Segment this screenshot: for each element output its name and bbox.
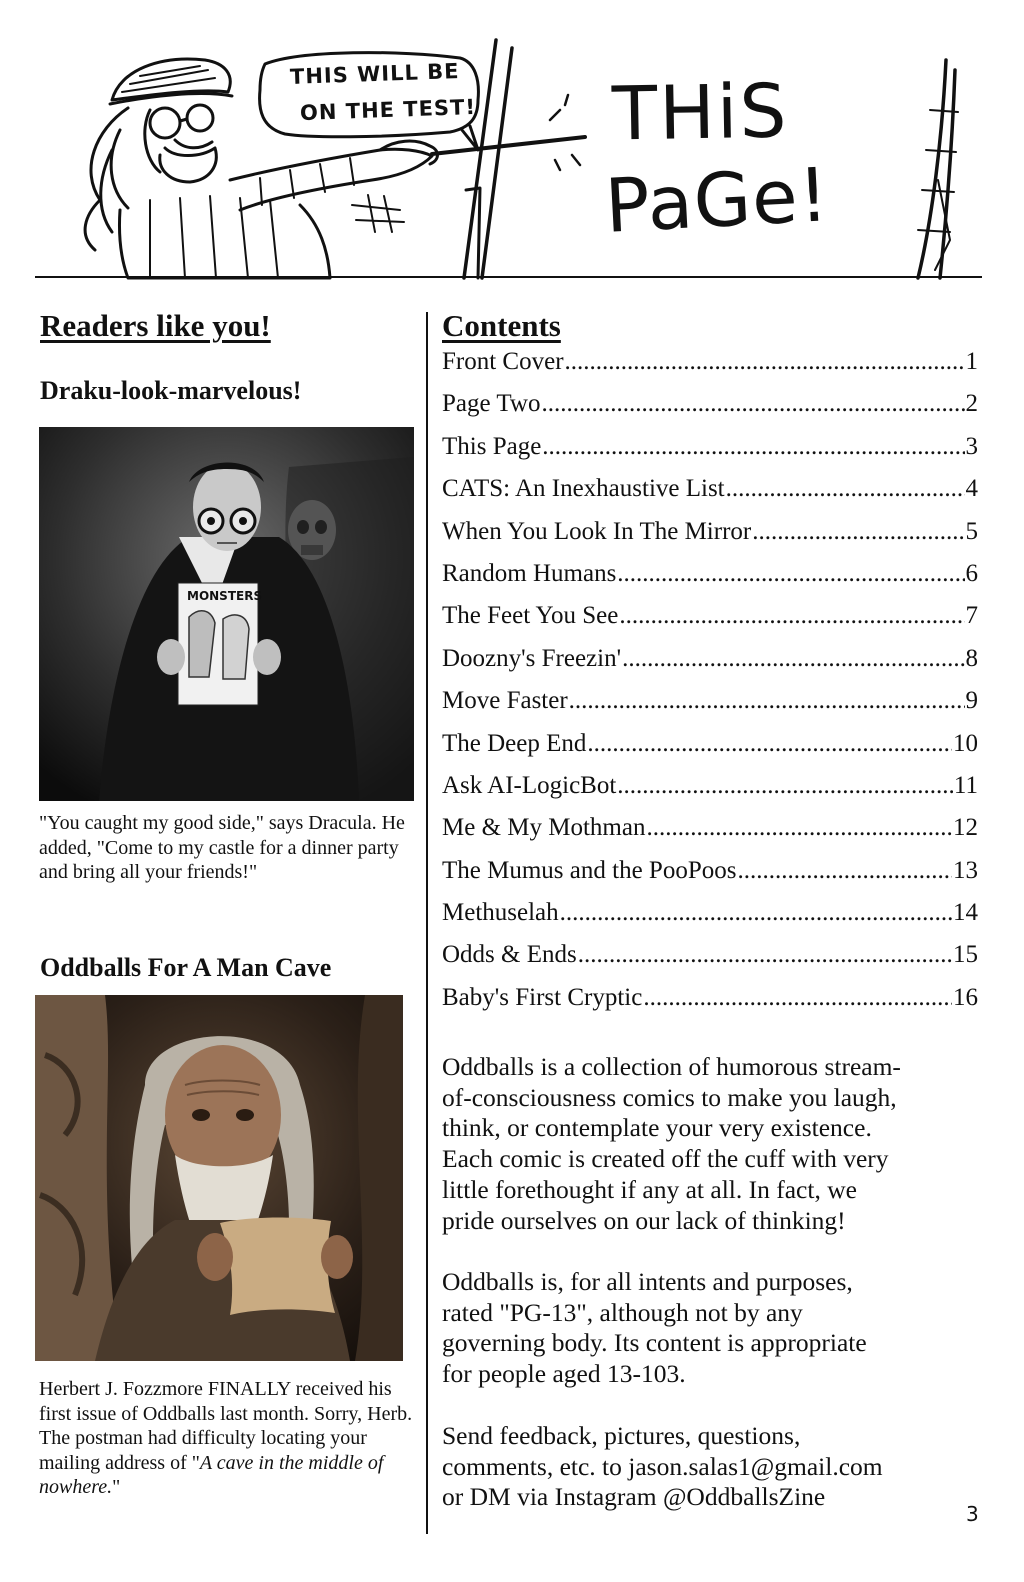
comic-headline-line-2: PaGe!: [602, 152, 832, 250]
contents-dot-leader: [541, 390, 964, 418]
contents-dot-leader: [619, 602, 964, 630]
comic-book-label: MONSTERS: [187, 589, 263, 603]
feedback-line: or DM via Instagram @OddballsZine: [442, 1482, 826, 1512]
contents-entry-page: 9: [965, 687, 978, 715]
speech-bubble-line-2: ON THE TEST!: [299, 94, 477, 126]
contents-entry: [442, 984, 978, 1026]
contents-dot-leader: [569, 687, 965, 715]
contents-entry: [442, 560, 978, 602]
contents-entry-page: 4: [965, 475, 978, 503]
contents-title: Contents: [442, 308, 561, 343]
contents-dot-leader: [737, 857, 952, 885]
contents-entry-title: Methuselah: [442, 899, 559, 927]
contents-dot-leader: [617, 772, 953, 800]
contents-entry-page: 12: [953, 814, 978, 842]
contents-entry-page: 6: [965, 559, 978, 587]
about-line: Each comic is created off the cuff with very: [442, 1144, 889, 1174]
feedback-line: Send feedback, pictures, questions,: [442, 1421, 801, 1450]
feature-2-caption-italic: A cave in the middle of nowhere.: [39, 1451, 384, 1498]
contents-dot-leader: [565, 348, 965, 376]
contents-entry-page: 1: [965, 348, 978, 375]
contents-entry-title: Doozny's Freezin': [442, 644, 622, 672]
contents-dot-leader: [617, 560, 964, 588]
professor-illustration: [0, 0, 1024, 285]
contents-entry-title: Random Humans: [442, 559, 617, 587]
contents-dot-leader: [578, 941, 952, 969]
feature-2-title: Oddballs For A Man Cave: [40, 953, 332, 982]
contents-entry: [442, 772, 978, 814]
contents-entry-page: 16: [953, 983, 978, 1011]
contents-entry: [442, 518, 978, 560]
contents-entry-title: When You Look In The Mirror: [442, 517, 752, 545]
contents-entry: [442, 899, 978, 941]
contents-entry: [442, 645, 978, 687]
feedback-line: comments, etc. to jason.salas1@gmail.com: [442, 1451, 883, 1481]
contents-dot-leader: [646, 814, 952, 842]
contents-entry-page: 14: [953, 899, 978, 927]
contents-entry-page: 13: [953, 856, 978, 884]
contents-entry-page: 8: [965, 644, 978, 672]
contents-dot-leader: [587, 730, 952, 758]
dracula-photo: [39, 427, 414, 801]
contents-entry: [442, 687, 978, 729]
contents-entry: [442, 941, 978, 983]
readers-section-title: Readers like you!: [40, 308, 271, 343]
contents-entry-page: 10: [953, 729, 978, 757]
contents-entry-title: Ask AI-LogicBot: [442, 771, 617, 799]
contents-entry-title: Move Faster: [442, 687, 568, 715]
feedback-paragraph: [442, 1421, 982, 1513]
contents-dot-leader: [643, 984, 952, 1012]
header-divider: [35, 276, 982, 278]
about-line: of-consciousness comics to make you laugh,: [442, 1082, 897, 1112]
contents-entry: [442, 433, 978, 475]
contents-entry-page: 15: [953, 941, 978, 969]
header-comic: [0, 0, 1024, 285]
about-line: think, or contemplate your very existence.: [442, 1113, 872, 1143]
cave-man-photo: [35, 995, 403, 1361]
feature-1-caption: "You caught my good side," says Dracula. He added, "Come to my castle for a dinner party and bring all your friends!": [39, 812, 405, 883]
contents-dot-leader: [752, 518, 964, 546]
rating-line: governing body. Its content is appropriate: [442, 1328, 867, 1358]
contents-dot-leader: [622, 645, 964, 673]
contents-entry: [442, 475, 978, 517]
contents-entry: [442, 602, 978, 644]
feature-1-title: Draku-look-marvelous!: [40, 376, 302, 405]
contents-entry: [442, 730, 978, 772]
contents-entry-title: The Deep End: [442, 729, 587, 757]
feature-2-caption: [39, 1377, 419, 1500]
contents-dot-leader: [560, 899, 952, 927]
rating-paragraph: [442, 1267, 982, 1390]
speech-bubble-line-1: THIS WILL BE: [289, 59, 460, 89]
column-divider: [426, 312, 428, 1534]
contents-entry-title: CATS: An Inexhaustive List: [442, 475, 725, 503]
about-paragraph: [442, 1052, 982, 1236]
contents-entry-title: Front Cover: [442, 348, 564, 375]
feature-2-caption-text: Herbert J. Fozzmore FINALLY received his first issue of Oddballs last month. Sorry, Herb. The postman had difficulty locating your mailing address of ": [39, 1378, 413, 1474]
contents-entry-title: The Mumus and the PooPoos: [442, 856, 737, 884]
contents-entry: [442, 857, 978, 899]
about-line: pride ourselves on our lack of thinking!: [442, 1205, 846, 1235]
comic-headline-line-1: THiS: [611, 68, 790, 158]
rating-line: rated "PG-13", although not by any: [442, 1297, 803, 1327]
rating-line: Oddballs is, for all intents and purposes,: [442, 1267, 853, 1296]
contents-list: [442, 348, 978, 1026]
feature-2-caption-end: ": [112, 1476, 121, 1498]
contents-entry-page: 5: [965, 517, 978, 545]
contents-entry-title: The Feet You See: [442, 602, 619, 630]
contents-entry-page: 11: [953, 771, 978, 799]
contents-entry: [442, 814, 978, 856]
contents-entry: [442, 348, 978, 390]
contents-entry-page: 2: [965, 390, 978, 418]
contents-entry-title: Baby's First Cryptic: [442, 983, 643, 1011]
rating-line: for people aged 13-103.: [442, 1359, 686, 1389]
contents-entry-title: Me & My Mothman: [442, 814, 646, 842]
contents-entry-title: This Page: [442, 432, 542, 460]
contents-dot-leader: [542, 433, 964, 461]
contents-entry-page: 7: [965, 602, 978, 630]
contents-entry-page: 3: [965, 432, 978, 460]
contents-entry-title: Odds & Ends: [442, 941, 577, 969]
about-line: Oddballs is a collection of humorous stream-: [442, 1052, 901, 1081]
page-number: 3: [966, 1502, 979, 1526]
contents-entry: [442, 390, 978, 432]
contents-entry-title: Page Two: [442, 390, 541, 418]
contents-dot-leader: [726, 475, 965, 503]
about-line: little forethought if any at all. In fact, we: [442, 1174, 857, 1204]
